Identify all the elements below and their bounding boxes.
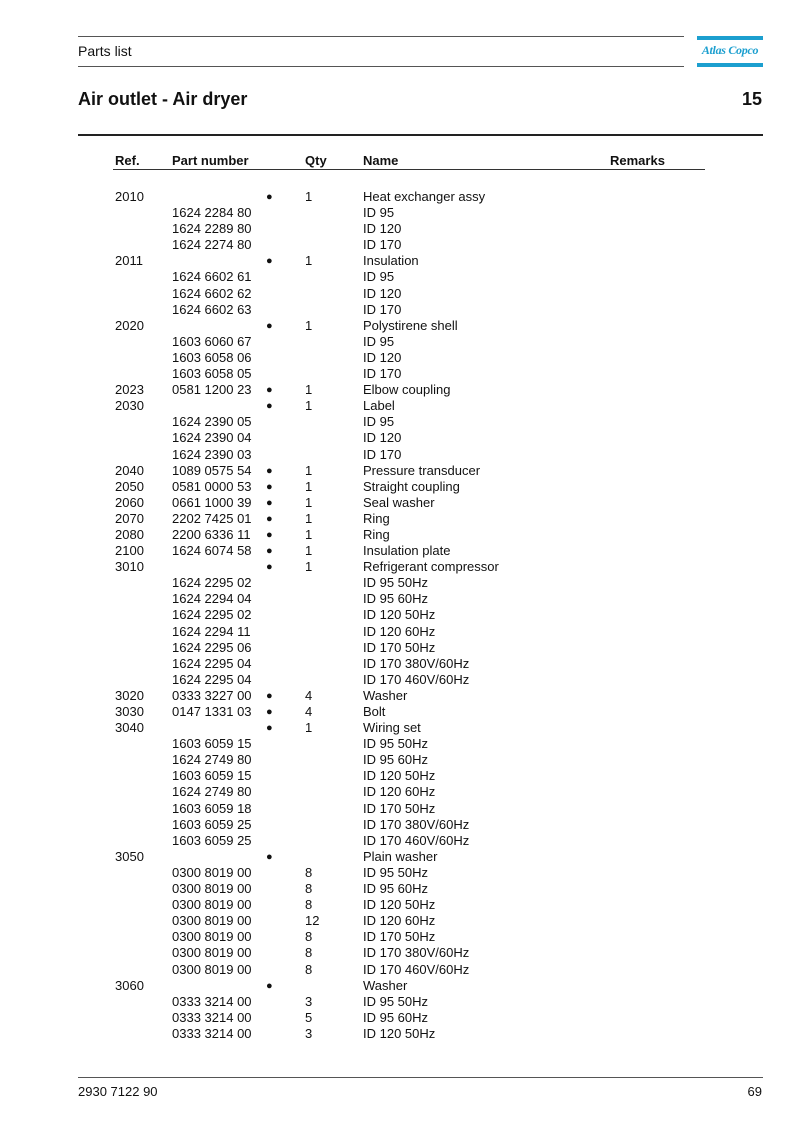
name-cell: ID 170 380V/60Hz bbox=[363, 816, 470, 832]
name-cell: ID 120 50Hz bbox=[363, 607, 436, 623]
header-top-rule bbox=[78, 36, 684, 37]
table-row bbox=[0, 511, 800, 527]
table-row bbox=[0, 978, 800, 994]
table-row bbox=[0, 334, 800, 350]
name-cell: ID 120 bbox=[363, 430, 402, 446]
name-cell: ID 120 60Hz bbox=[363, 913, 436, 929]
table-row bbox=[0, 237, 800, 253]
name-cell: ID 120 bbox=[363, 285, 402, 301]
table-row bbox=[0, 1010, 800, 1026]
footer-page-number: 69 bbox=[747, 1084, 762, 1099]
part-number-cell: 1624 2295 02 bbox=[172, 607, 252, 623]
table-row bbox=[0, 768, 800, 784]
bullet-marker: ● bbox=[266, 561, 273, 574]
ref-cell: 3020 bbox=[115, 687, 144, 703]
section-rule bbox=[78, 134, 763, 136]
table-row bbox=[0, 479, 800, 495]
name-cell: ID 170 50Hz bbox=[363, 800, 436, 816]
part-number-cell: 2202 7425 01 bbox=[172, 510, 252, 526]
table-row bbox=[0, 913, 800, 929]
part-number-cell: 0581 1200 23 bbox=[172, 382, 252, 398]
table-row bbox=[0, 833, 800, 849]
name-cell: Label bbox=[363, 398, 395, 414]
table-row bbox=[0, 398, 800, 414]
name-cell: ID 120 50Hz bbox=[363, 897, 436, 913]
name-cell: ID 95 50Hz bbox=[363, 864, 429, 880]
name-cell: ID 170 bbox=[363, 301, 402, 317]
part-number-cell: 0333 3214 00 bbox=[172, 1009, 252, 1025]
part-number-cell: 1603 6059 15 bbox=[172, 768, 252, 784]
footer-doc-number: 2930 7122 90 bbox=[78, 1084, 158, 1099]
name-cell: Insulation plate bbox=[363, 543, 451, 559]
part-number-cell: 1624 2284 80 bbox=[172, 205, 252, 221]
qty-cell: 1 bbox=[305, 543, 313, 559]
name-cell: Seal washer bbox=[363, 494, 435, 510]
ref-cell: 2100 bbox=[115, 543, 144, 559]
name-cell: ID 95 60Hz bbox=[363, 752, 429, 768]
part-number-cell: 1624 2295 04 bbox=[172, 671, 252, 687]
table-row bbox=[0, 382, 800, 398]
name-cell: ID 95 bbox=[363, 414, 395, 430]
name-cell: Heat exchanger assy bbox=[363, 189, 486, 204]
column-header-name: Name bbox=[363, 153, 399, 168]
ref-cell: 2080 bbox=[115, 526, 144, 542]
part-number-cell: 1624 2390 04 bbox=[172, 430, 252, 446]
table-row bbox=[0, 607, 800, 623]
part-number-cell: 1624 2390 05 bbox=[172, 414, 252, 430]
table-header-rule bbox=[113, 169, 705, 170]
qty-cell: 1 bbox=[305, 478, 313, 494]
name-cell: Wiring set bbox=[363, 720, 421, 736]
bullet-marker: ● bbox=[266, 689, 273, 702]
table-row bbox=[0, 817, 800, 833]
bullet-marker: ● bbox=[266, 979, 273, 992]
table-row bbox=[0, 591, 800, 607]
qty-cell: 8 bbox=[305, 881, 313, 897]
part-number-cell: 1624 2390 03 bbox=[172, 446, 252, 462]
logo-text: Atlas Copco bbox=[701, 43, 759, 57]
ref-cell: 3030 bbox=[115, 704, 144, 719]
bullet-marker: ● bbox=[266, 319, 273, 332]
name-cell: ID 120 50Hz bbox=[363, 768, 436, 784]
ref-cell: 2050 bbox=[115, 478, 144, 494]
name-cell: Pressure transducer bbox=[363, 462, 481, 478]
qty-cell: 1 bbox=[305, 398, 313, 414]
bullet-marker: ● bbox=[266, 480, 273, 493]
table-row bbox=[0, 736, 800, 752]
qty-cell: 1 bbox=[305, 382, 313, 398]
logo-bottom-bar bbox=[697, 63, 763, 67]
name-cell: ID 170 50Hz bbox=[363, 639, 436, 655]
name-cell: ID 95 bbox=[363, 333, 395, 349]
bullet-marker: ● bbox=[266, 545, 273, 558]
part-number-cell: 0300 8019 00 bbox=[172, 864, 252, 880]
part-number-cell: 0581 0000 53 bbox=[172, 478, 252, 494]
table-row bbox=[0, 527, 800, 543]
section-number: 15 bbox=[741, 89, 762, 109]
ref-cell: 2020 bbox=[115, 317, 144, 333]
table-row bbox=[0, 865, 800, 881]
name-cell: ID 170 380V/60Hz bbox=[363, 945, 470, 961]
ref-cell: 3060 bbox=[115, 977, 144, 993]
name-cell: ID 170 50Hz bbox=[363, 929, 436, 945]
part-number-cell: 1624 2295 06 bbox=[172, 639, 252, 655]
bullet-marker: ● bbox=[266, 512, 273, 525]
table-row bbox=[0, 253, 800, 269]
name-cell: ID 120 bbox=[363, 349, 402, 365]
table-row bbox=[0, 672, 800, 688]
bullet-marker: ● bbox=[266, 496, 273, 509]
part-number-cell: 1603 6059 18 bbox=[172, 800, 252, 816]
part-number-cell: 1624 2295 04 bbox=[172, 655, 252, 671]
table-row bbox=[0, 881, 800, 897]
part-number-cell: 0300 8019 00 bbox=[172, 897, 252, 913]
table-row bbox=[0, 318, 800, 334]
name-cell: Straight coupling bbox=[363, 478, 460, 494]
name-cell: ID 120 60Hz bbox=[363, 784, 436, 800]
table-row bbox=[0, 302, 800, 318]
qty-cell: 1 bbox=[305, 462, 313, 478]
name-cell: Ring bbox=[363, 526, 390, 542]
bullet-marker: ● bbox=[266, 706, 273, 718]
part-number-cell: 1624 6602 61 bbox=[172, 269, 252, 285]
table-row bbox=[0, 656, 800, 672]
name-cell: Plain washer bbox=[363, 848, 438, 864]
table-row bbox=[0, 962, 800, 978]
ref-cell: 2040 bbox=[115, 462, 144, 478]
part-number-cell: 1624 2294 11 bbox=[172, 623, 251, 639]
table-row bbox=[0, 784, 800, 800]
logo-top-bar bbox=[697, 36, 763, 40]
table-row bbox=[0, 624, 800, 640]
table-row bbox=[0, 929, 800, 945]
table-row bbox=[0, 945, 800, 961]
part-number-cell: 0300 8019 00 bbox=[172, 913, 252, 929]
qty-cell: 4 bbox=[305, 687, 313, 703]
name-cell: ID 170 380V/60Hz bbox=[363, 655, 470, 671]
table-row bbox=[0, 640, 800, 656]
qty-cell: 3 bbox=[305, 993, 313, 1009]
part-number-cell: 1603 6058 05 bbox=[172, 366, 252, 382]
part-number-cell: 1624 6602 63 bbox=[172, 301, 252, 317]
name-cell: Washer bbox=[363, 687, 408, 703]
name-cell: Polystirene shell bbox=[363, 317, 458, 333]
header-bottom-rule bbox=[78, 66, 684, 67]
table-row bbox=[0, 994, 800, 1010]
table-row bbox=[0, 189, 800, 205]
part-number-cell: 1624 2749 80 bbox=[172, 752, 252, 768]
ref-cell: 2010 bbox=[115, 189, 144, 204]
bullet-marker: ● bbox=[266, 255, 273, 268]
table-row bbox=[0, 205, 800, 221]
table-row bbox=[0, 447, 800, 463]
qty-cell: 1 bbox=[305, 510, 313, 526]
name-cell: Bolt bbox=[363, 704, 386, 719]
qty-cell: 1 bbox=[305, 253, 313, 269]
table-row bbox=[0, 801, 800, 817]
part-number-cell: 0300 8019 00 bbox=[172, 961, 252, 977]
table-row bbox=[0, 495, 800, 511]
name-cell: ID 120 50Hz bbox=[363, 1025, 436, 1041]
table-row bbox=[0, 221, 800, 237]
ref-cell: 2011 bbox=[115, 253, 143, 269]
name-cell: Ring bbox=[363, 510, 390, 526]
name-cell: ID 170 460V/60Hz bbox=[363, 671, 470, 687]
name-cell: ID 95 50Hz bbox=[363, 575, 429, 591]
column-header-remarks: Remarks bbox=[610, 153, 665, 168]
qty-cell: 1 bbox=[305, 526, 313, 542]
qty-cell: 3 bbox=[305, 1025, 313, 1041]
table-row bbox=[0, 688, 800, 704]
qty-cell: 8 bbox=[305, 897, 313, 913]
part-number-cell: 0661 1000 39 bbox=[172, 494, 252, 510]
part-number-cell: 1624 2295 02 bbox=[172, 575, 252, 591]
name-cell: ID 120 bbox=[363, 221, 402, 237]
name-cell: ID 170 bbox=[363, 446, 402, 462]
name-cell: ID 95 bbox=[363, 205, 395, 221]
part-number-cell: 0300 8019 00 bbox=[172, 881, 252, 897]
ref-cell: 3040 bbox=[115, 720, 144, 736]
ref-cell: 2030 bbox=[115, 398, 144, 414]
bullet-marker: ● bbox=[266, 528, 273, 541]
qty-cell: 1 bbox=[305, 189, 313, 204]
table-row bbox=[0, 286, 800, 302]
part-number-cell: 1603 6060 67 bbox=[172, 333, 252, 349]
qty-cell: 8 bbox=[305, 961, 313, 977]
atlas-copco-logo bbox=[697, 36, 763, 67]
name-cell: ID 170 bbox=[363, 366, 402, 382]
part-number-cell: 1603 6059 25 bbox=[172, 816, 252, 832]
part-number-cell: 1624 6074 58 bbox=[172, 543, 252, 559]
part-number-cell: 1624 2294 04 bbox=[172, 591, 252, 607]
bullet-marker: ● bbox=[266, 722, 273, 735]
name-cell: ID 95 bbox=[363, 269, 395, 285]
column-header-part-number: Part number bbox=[172, 153, 249, 168]
qty-cell: 12 bbox=[305, 913, 320, 929]
table-row bbox=[0, 720, 800, 736]
part-number-cell: 1603 6059 25 bbox=[172, 832, 252, 848]
name-cell: Insulation bbox=[363, 253, 419, 269]
qty-cell: 8 bbox=[305, 929, 313, 945]
table-row bbox=[0, 430, 800, 446]
table-row bbox=[0, 543, 800, 559]
name-cell: ID 170 460V/60Hz bbox=[363, 961, 470, 977]
qty-cell: 8 bbox=[305, 864, 313, 880]
bullet-marker: ● bbox=[266, 191, 273, 203]
table-row bbox=[0, 752, 800, 768]
name-cell: ID 170 bbox=[363, 237, 402, 253]
qty-cell: 8 bbox=[305, 945, 313, 961]
name-cell: ID 95 60Hz bbox=[363, 1009, 429, 1025]
part-number-cell: 0333 3227 00 bbox=[172, 687, 252, 703]
qty-cell: 1 bbox=[305, 494, 313, 510]
part-number-cell: 1624 6602 62 bbox=[172, 285, 252, 301]
qty-cell: 4 bbox=[305, 704, 313, 719]
ref-cell: 2060 bbox=[115, 494, 144, 510]
table-row bbox=[0, 849, 800, 865]
table-row bbox=[0, 414, 800, 430]
part-number-cell: 1624 2274 80 bbox=[172, 237, 252, 253]
ref-cell: 2070 bbox=[115, 510, 144, 526]
name-cell: Washer bbox=[363, 977, 408, 993]
name-cell: Elbow coupling bbox=[363, 382, 451, 398]
footer-rule bbox=[78, 1077, 763, 1078]
table-row bbox=[0, 704, 800, 720]
section-title: Air outlet - Air dryer bbox=[78, 89, 248, 109]
part-number-cell: 1603 6058 06 bbox=[172, 349, 252, 365]
qty-cell: 1 bbox=[305, 720, 313, 736]
name-cell: ID 95 60Hz bbox=[363, 881, 429, 897]
part-number-cell: 1603 6059 15 bbox=[172, 736, 252, 752]
part-number-cell: 0147 1331 03 bbox=[172, 704, 252, 719]
name-cell: ID 120 60Hz bbox=[363, 623, 436, 639]
name-cell: ID 95 50Hz bbox=[363, 736, 429, 752]
parts-table bbox=[0, 189, 800, 1042]
part-number-cell: 0333 3214 00 bbox=[172, 993, 252, 1009]
part-number-cell: 1624 2289 80 bbox=[172, 221, 252, 237]
part-number-cell: 1624 2749 80 bbox=[172, 784, 252, 800]
bullet-marker: ● bbox=[266, 464, 273, 477]
name-cell: ID 95 50Hz bbox=[363, 993, 429, 1009]
table-row bbox=[0, 559, 800, 575]
table-row bbox=[0, 366, 800, 382]
table-row bbox=[0, 350, 800, 366]
bullet-marker: ● bbox=[266, 850, 273, 863]
qty-cell: 5 bbox=[305, 1009, 313, 1025]
table-row bbox=[0, 575, 800, 591]
bullet-marker: ● bbox=[266, 400, 273, 413]
table-row bbox=[0, 463, 800, 479]
ref-cell: 3010 bbox=[115, 559, 144, 575]
qty-cell: 1 bbox=[305, 559, 313, 575]
name-cell: Refrigerant compressor bbox=[363, 559, 499, 575]
ref-cell: 2023 bbox=[115, 382, 144, 398]
bullet-marker: ● bbox=[266, 384, 273, 397]
column-header-ref: Ref. bbox=[115, 153, 140, 168]
name-cell: ID 95 60Hz bbox=[363, 591, 429, 607]
name-cell: ID 170 460V/60Hz bbox=[363, 832, 470, 848]
table-row bbox=[0, 1026, 800, 1042]
qty-cell: 1 bbox=[305, 317, 313, 333]
ref-cell: 3050 bbox=[115, 848, 144, 864]
part-number-cell: 1089 0575 54 bbox=[172, 462, 252, 478]
part-number-cell: 0333 3214 00 bbox=[172, 1025, 252, 1041]
part-number-cell: 0300 8019 00 bbox=[172, 929, 252, 945]
column-header-qty: Qty bbox=[305, 153, 327, 168]
part-number-cell: 2200 6336 11 bbox=[172, 526, 251, 542]
table-row bbox=[0, 897, 800, 913]
part-number-cell: 0300 8019 00 bbox=[172, 945, 252, 961]
table-row bbox=[0, 269, 800, 285]
header-title: Parts list bbox=[78, 43, 132, 59]
